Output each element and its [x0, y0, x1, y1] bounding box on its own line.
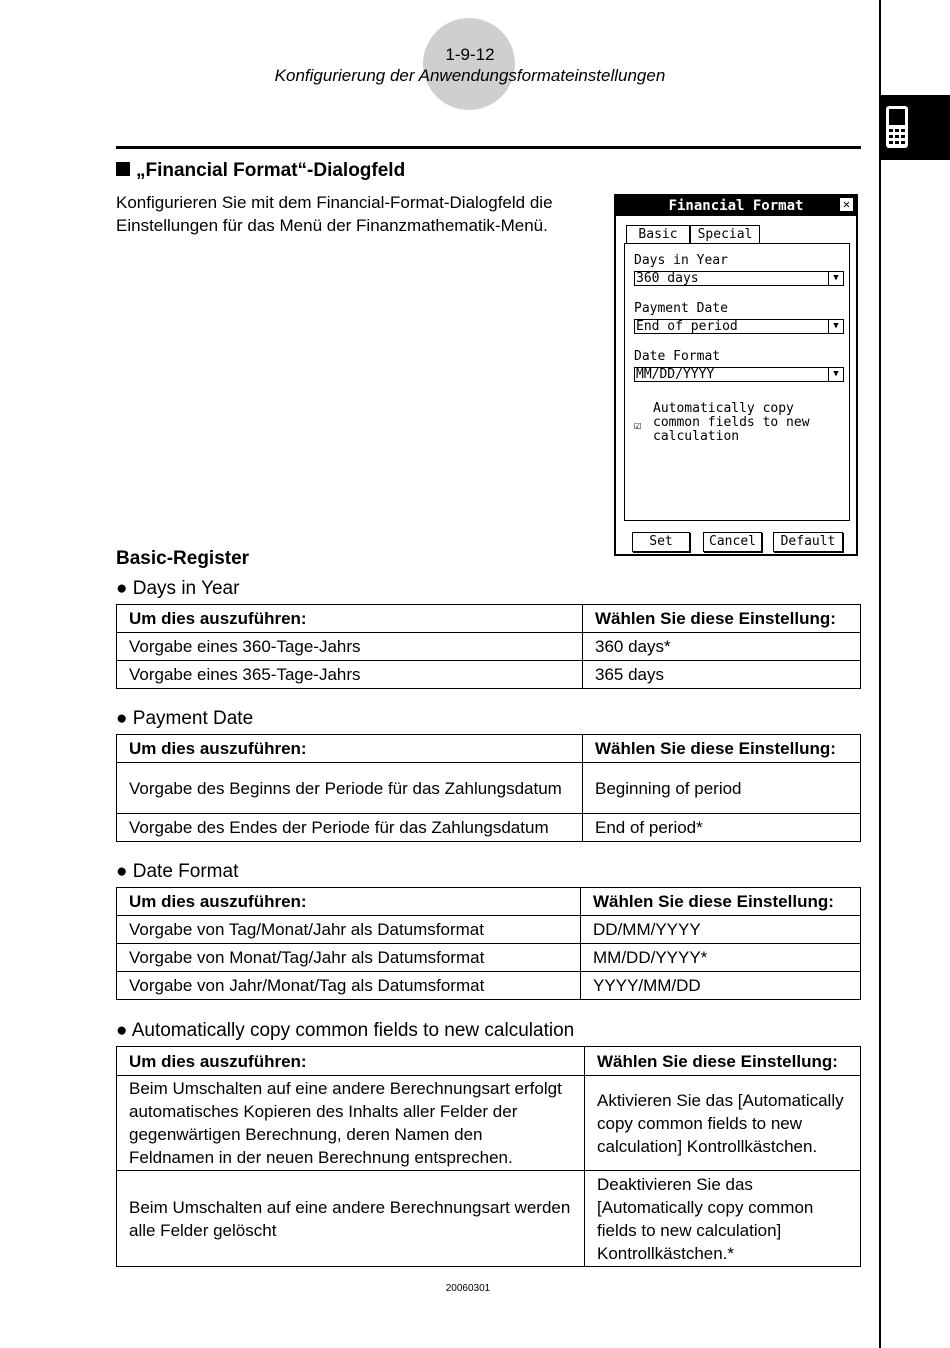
table-header-cell: Wählen Sie diese Einstellung:: [583, 605, 861, 633]
table-header-row: [117, 1047, 861, 1076]
date-format-table: [116, 887, 861, 1000]
checkbox-checked-icon[interactable]: ☑: [634, 418, 642, 432]
calculator-icon: [885, 105, 909, 149]
auto-copy-checkbox-label: [653, 402, 810, 444]
bullet-title: Days in Year: [132, 578, 240, 599]
table-row: [117, 633, 861, 661]
table-header-row: [117, 888, 861, 916]
chapter-tab: [881, 95, 950, 160]
table-cell: Vorgabe von Jahr/Monat/Tag als Datumsformat: [117, 972, 581, 1000]
table-cell: End of period*: [583, 814, 861, 842]
close-icon[interactable]: ✕: [840, 198, 853, 211]
table-cell: Beim Umschalten auf eine andere Berechnungsart erfolgt automatisches Kopieren des Inhalts aller Felder der gegenwärtigen Berechnung, deren Namen den Feldnamen in der neuen Berechnung entsprechen.: [117, 1076, 585, 1171]
table-cell: Beginning of period: [583, 763, 861, 814]
table-cell: Beim Umschalten auf eine andere Berechnungsart werden alle Felder gelöscht: [117, 1171, 585, 1267]
basic-register-heading: Basic-Register: [116, 548, 250, 569]
table-row: [117, 944, 861, 972]
table-cell: DD/MM/YYYY: [581, 916, 861, 944]
payment-date-select[interactable]: [634, 319, 844, 334]
financial-format-dialog: [614, 194, 858, 556]
auto-copy-table: [116, 1046, 861, 1267]
table-header-row: [117, 605, 861, 633]
chevron-down-icon[interactable]: ▼: [828, 272, 843, 285]
set-button[interactable]: Set: [632, 532, 690, 552]
table-row: [117, 1171, 861, 1267]
bullet-title: Payment Date: [132, 708, 254, 729]
table-row: [117, 1076, 861, 1171]
cancel-button[interactable]: Cancel: [703, 532, 762, 552]
table-header-row: [117, 735, 861, 763]
table-cell: YYYY/MM/DD: [581, 972, 861, 1000]
bullet-days-in-year: ● Days in Year: [116, 578, 240, 599]
bullet-date-format: ● Date Format: [116, 861, 239, 882]
square-bullet-icon: [116, 162, 130, 176]
table-cell: Vorgabe des Beginns der Periode für das Zahlungsdatum: [117, 763, 583, 814]
footer-code: 20060301: [445, 1283, 491, 1294]
page-number: 1-9-12: [445, 45, 495, 64]
date-format-label: Date Format: [634, 349, 721, 364]
table-cell: Deaktivieren Sie das [Automatically copy common fields to new calculation] Kontrollkästchen.*: [585, 1171, 861, 1267]
table-header-cell: Wählen Sie diese Einstellung:: [581, 888, 861, 916]
bullet-title: Automatically copy common fields to new calculation: [131, 1020, 575, 1041]
table-cell: Vorgabe von Tag/Monat/Jahr als Datumsformat: [117, 916, 581, 944]
payment-date-value: End of period: [636, 319, 738, 334]
table-cell: MM/DD/YYYY*: [581, 944, 861, 972]
table-row: [117, 814, 861, 842]
table-cell: Vorgabe von Monat/Tag/Jahr als Datumsformat: [117, 944, 581, 972]
checkbox-label-line: calculation: [653, 429, 740, 444]
days-in-year-select[interactable]: [634, 271, 844, 286]
table-header-cell: Um dies auszuführen:: [117, 605, 583, 633]
margin-line: [879, 0, 881, 1348]
tab-special[interactable]: Special: [690, 225, 760, 244]
checkbox-label-line: common fields to new: [653, 415, 810, 430]
section-title: [116, 160, 405, 182]
bullet-auto-copy: ● Automatically copy common fields to new calculation: [116, 1020, 575, 1041]
table-header-cell: Um dies auszuführen:: [117, 735, 583, 763]
table-cell: Vorgabe eines 365-Tage-Jahrs: [117, 661, 583, 689]
payment-date-label: Payment Date: [634, 301, 728, 316]
days-in-year-label: Days in Year: [634, 253, 728, 268]
table-row: [117, 661, 861, 689]
default-button[interactable]: Default: [773, 532, 843, 552]
dialog-title: Financial Format: [616, 196, 856, 216]
section-rule: [116, 146, 861, 149]
table-header-cell: Um dies auszuführen:: [117, 1047, 585, 1076]
checkbox-label-line: Automatically copy: [653, 401, 794, 416]
chevron-down-icon[interactable]: ▼: [828, 368, 843, 381]
table-cell: 360 days*: [583, 633, 861, 661]
payment-date-table: [116, 734, 861, 842]
table-row: [117, 972, 861, 1000]
page-subtitle: Konfigurierung der Anwendungsformateinstellungen: [274, 66, 666, 85]
section-intro: Konfigurieren Sie mit dem Financial-Format-Dialogfeld die Einstellungen für das Menü der Finanzmathematik-Menü.: [116, 193, 553, 235]
table-cell: Vorgabe eines 360-Tage-Jahrs: [117, 633, 583, 661]
section-title-text: „Financial Format“-Dialogfeld: [136, 160, 406, 181]
table-row: [117, 763, 861, 814]
bullet-title: Date Format: [132, 861, 239, 882]
table-cell: Aktivieren Sie das [Automatically copy common fields to new calculation] Kontrollkästchen.: [585, 1076, 861, 1171]
days-in-year-value: 360 days: [636, 271, 699, 286]
table-header-cell: Wählen Sie diese Einstellung:: [585, 1047, 861, 1076]
date-format-value: MM/DD/YYYY: [636, 367, 715, 382]
bullet-payment-date: ● Payment Date: [116, 708, 254, 729]
table-header-cell: Um dies auszuführen:: [117, 888, 581, 916]
table-row: [117, 916, 861, 944]
table-header-cell: Wählen Sie diese Einstellung:: [583, 735, 861, 763]
table-cell: 365 days: [583, 661, 861, 689]
days-in-year-table: [116, 604, 861, 689]
chevron-down-icon[interactable]: ▼: [828, 320, 843, 333]
table-cell: Vorgabe des Endes der Periode für das Zahlungsdatum: [117, 814, 583, 842]
date-format-select[interactable]: [634, 367, 844, 382]
tab-basic[interactable]: Basic: [626, 225, 690, 244]
